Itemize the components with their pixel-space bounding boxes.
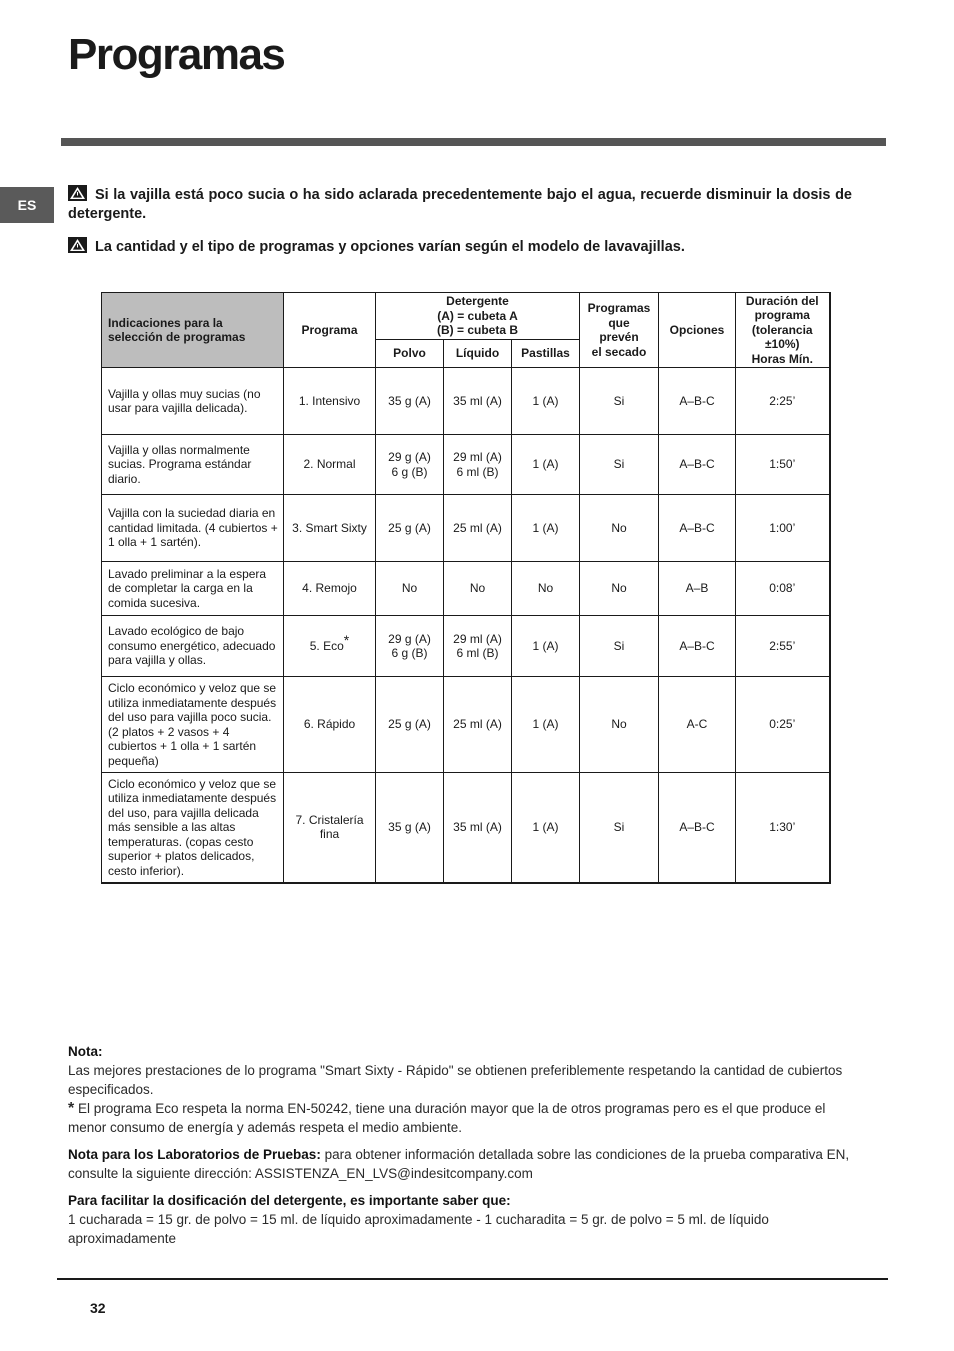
- eco-note-text: El programa Eco respeta la norma EN-50242, tiene una duración mayor que la de otros programas pero es el que produce el menor consumo de energía y además respeta el medio ambiente.: [68, 1101, 826, 1135]
- powder-a: 35 g (A): [388, 820, 431, 834]
- tablets-cell: No: [512, 562, 580, 616]
- duration-cell: 2:25’: [736, 368, 830, 435]
- liquid-a: 25 ml (A): [453, 717, 502, 732]
- detergent-header: [376, 293, 580, 340]
- dosage-text: 1 cucharada = 15 gr. de polvo = 15 ml. de líquido aproximadamente - 1 cucharadita = 5 gr. de polvo = 5 ml. de líquido aproximadamente: [68, 1212, 769, 1246]
- powder-cell: [376, 368, 444, 435]
- powder-a: 35 g (A): [388, 393, 431, 408]
- program-label: 5. Eco: [309, 638, 344, 653]
- indications-header: Indicaciones para la selección de programas: [102, 293, 284, 368]
- footer-divider: [57, 1278, 888, 1280]
- table-header-row: [102, 293, 830, 340]
- indication-cell: Ciclo económico y veloz que se utiliza inmediatamente después del uso para vajilla poco sucia. (2 platos + 2 vasos + 4 cubiertos + 1 olla + 1 sartén pequeña): [102, 677, 284, 773]
- indication-cell: Vajilla y ollas muy sucias (no usar para vajilla delicada).: [102, 368, 284, 435]
- liquid-a: No: [469, 581, 486, 596]
- note-label: Nota:: [68, 1044, 103, 1059]
- liquid-cell: [444, 616, 512, 677]
- duration-cell: 1:00’: [736, 495, 830, 562]
- drying-cell: Si: [580, 616, 659, 677]
- duration-header-line: (tolerancia: [751, 322, 813, 337]
- header-divider: [61, 138, 886, 146]
- powder-b: 6 g (B): [391, 464, 428, 479]
- options-cell: A–B-C: [659, 616, 736, 677]
- program-cell: 2. Normal: [284, 435, 376, 495]
- drying-cell: No: [580, 677, 659, 773]
- drying-header-line: Programas: [587, 301, 651, 315]
- table-row: [102, 677, 830, 773]
- powder-cell: [376, 773, 444, 883]
- liquid-a: 29 ml (A): [453, 631, 502, 646]
- dosage-label: Para facilitar la dosificación del detergente, es importante saber que:: [68, 1193, 511, 1208]
- warning-note-2: [68, 237, 852, 257]
- liquid-b: 6 ml (B): [456, 464, 499, 479]
- liquid-cell: [444, 368, 512, 435]
- program-cell: 7. Cristalería fina: [284, 773, 376, 883]
- indication-cell: Ciclo económico y veloz que se utiliza inmediatamente después del uso, para vajilla delicada más sensible a las altas temperaturas. (copas cesto superior + platos delicados, cesto inferior).: [102, 773, 284, 883]
- options-cell: A-C: [659, 677, 736, 773]
- notes-section: [68, 1042, 858, 1256]
- lab-note-label: Nota para los Laboratorios de Pruebas:: [68, 1147, 321, 1162]
- drying-cell: Si: [580, 368, 659, 435]
- indication-cell: Lavado ecológico de bajo consumo energético, adecuado para vajilla y ollas.: [102, 616, 284, 677]
- liquid-cell: [444, 773, 512, 883]
- warning-note-1: [68, 185, 852, 224]
- duration-header-line: ±10%): [764, 337, 800, 352]
- liquid-a: 35 ml (A): [453, 820, 502, 834]
- detergent-header-b: (B) = cubeta B: [436, 323, 518, 338]
- powder-a: No: [401, 581, 418, 596]
- drying-header-line: prevén: [599, 330, 639, 344]
- duration-header-line: Duración del: [745, 293, 819, 308]
- tablets-cell: 1 (A): [512, 495, 580, 562]
- liquid-cell: [444, 435, 512, 495]
- options-cell: A–B-C: [659, 495, 736, 562]
- tablets-cell: 1 (A): [512, 435, 580, 495]
- duration-header-line: programa: [754, 308, 810, 323]
- duration-header-line: Horas Mín.: [751, 351, 813, 366]
- drying-header-line: el secado: [591, 344, 647, 359]
- liquid-a: 35 ml (A): [453, 393, 502, 408]
- duration-cell: 1:50’: [736, 435, 830, 495]
- options-cell: A–B: [659, 562, 736, 616]
- duration-cell: 1:30’: [736, 773, 830, 883]
- program-cell: 4. Remojo: [284, 562, 376, 616]
- detergent-header-a: (A) = cubeta A: [437, 308, 518, 323]
- warning-text-2: La cantidad y el tipo de programas y opciones varían según el modelo de lavavajillas.: [95, 239, 685, 255]
- program-cell: [284, 616, 376, 677]
- powder-cell: [376, 562, 444, 616]
- powder-a: 25 g (A): [388, 717, 431, 732]
- powder-a: 29 g (A): [388, 631, 431, 646]
- liquid-a: 29 ml (A): [453, 450, 502, 464]
- page-number: 32: [90, 1300, 106, 1316]
- powder-cell: [376, 677, 444, 773]
- tablets-cell: 1 (A): [512, 773, 580, 883]
- powder-cell: [376, 495, 444, 562]
- drying-header-line: que: [608, 315, 630, 330]
- drying-cell: No: [580, 495, 659, 562]
- indication-cell: Vajilla y ollas normalmente sucias. Programa estándar diario.: [102, 435, 284, 495]
- tablets-cell: 1 (A): [512, 616, 580, 677]
- liquid-cell: [444, 677, 512, 773]
- powder-cell: [376, 616, 444, 677]
- program-cell: 6. Rápido: [284, 677, 376, 773]
- tablets-header: Pastillas: [512, 340, 580, 368]
- drying-cell: No: [580, 562, 659, 616]
- powder-a: 29 g (A): [388, 450, 431, 464]
- page-title: Programas: [68, 30, 285, 79]
- note-text: Las mejores prestaciones de lo programa "Smart Sixty - Rápido" se obtienen preferiblemente respetando la cantidad de cubiertos especificados.: [68, 1063, 843, 1097]
- options-cell: A–B-C: [659, 435, 736, 495]
- indication-cell: Vajilla con la suciedad diaria en cantidad limitada. (4 cubiertos + 1 olla + 1 sartén).: [102, 495, 284, 562]
- program-header: Programa: [284, 293, 376, 368]
- asterisk-mark: *: [68, 1100, 75, 1117]
- liquid-cell: [444, 562, 512, 616]
- table-row: [102, 773, 830, 883]
- table-row: [102, 435, 830, 495]
- program-cell: 3. Smart Sixty: [284, 495, 376, 562]
- note-general: [68, 1042, 858, 1137]
- note-dosage: [68, 1191, 858, 1248]
- duration-cell: 2:55’: [736, 616, 830, 677]
- options-cell: A–B-C: [659, 368, 736, 435]
- language-tab: ES: [0, 187, 54, 223]
- powder-header: Polvo: [376, 340, 444, 368]
- duration-header: [736, 293, 830, 368]
- detergent-header-title: Detergente: [446, 294, 509, 309]
- warning-text-1: Si la vajilla está poco sucia o ha sido aclarada precedentemente bajo el agua, recuerde disminuir la dosis de detergente.: [68, 187, 852, 222]
- table-row: [102, 495, 830, 562]
- note-labs: [68, 1145, 858, 1183]
- liquid-a: 25 ml (A): [453, 520, 502, 535]
- table-row: [102, 616, 830, 677]
- warning-icon: [68, 185, 87, 201]
- lab-note-text: para obtener información detallada sobre las condiciones de la prueba comparativa EN, consulte la siguiente dirección: ASSISTENZA_EN_LVS@indesitcompany.com: [68, 1147, 850, 1181]
- liquid-header: Líquido: [444, 340, 512, 368]
- options-header: Opciones: [659, 293, 736, 368]
- options-cell: A–B-C: [659, 773, 736, 883]
- duration-cell: 0:08’: [736, 562, 830, 616]
- programs-table: [101, 292, 831, 884]
- duration-cell: 0:25’: [736, 677, 830, 773]
- drying-header: [580, 293, 659, 368]
- powder-b: 6 g (B): [391, 646, 428, 660]
- liquid-b: 6 ml (B): [456, 646, 499, 660]
- tablets-cell: 1 (A): [512, 368, 580, 435]
- indication-cell: Lavado preliminar a la espera de completar la carga en la comida sucesiva.: [102, 562, 284, 616]
- asterisk-mark: *: [343, 631, 350, 648]
- warning-icon: [68, 237, 87, 253]
- program-cell: 1. Intensivo: [284, 368, 376, 435]
- powder-a: 25 g (A): [388, 520, 431, 535]
- powder-cell: [376, 435, 444, 495]
- liquid-cell: [444, 495, 512, 562]
- tablets-cell: 1 (A): [512, 677, 580, 773]
- drying-cell: Si: [580, 435, 659, 495]
- drying-cell: Si: [580, 773, 659, 883]
- table-row: [102, 562, 830, 616]
- table-row: [102, 368, 830, 435]
